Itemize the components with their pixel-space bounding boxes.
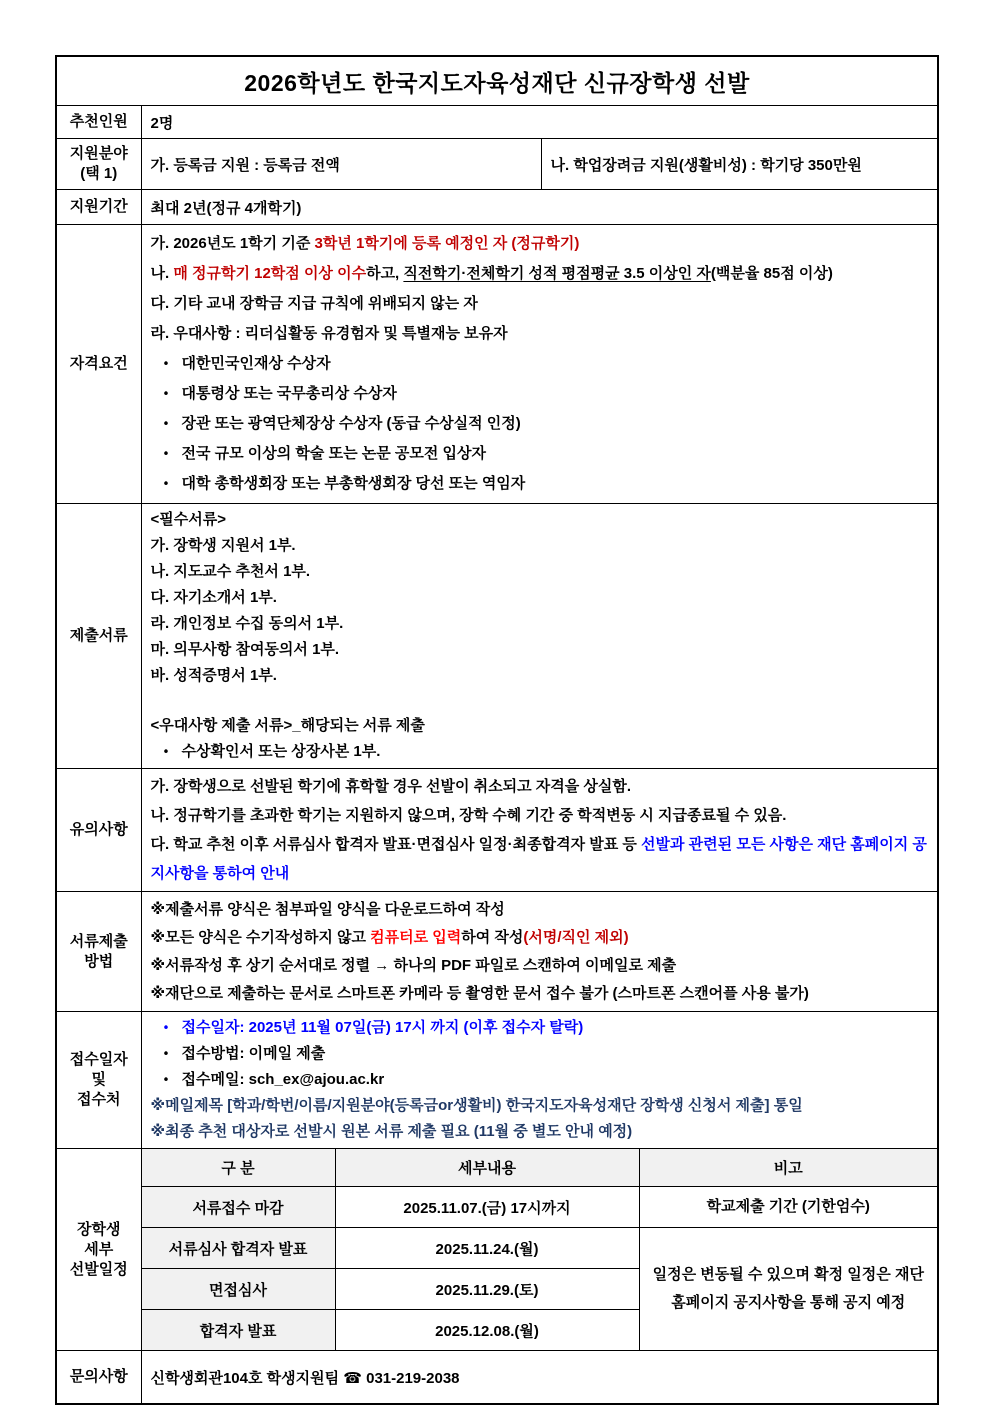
submission-label-line2: 방법 xyxy=(84,952,114,970)
schedule-merged-remark: 일정은 변동될 수 있으며 확정 일정은 재단 홈페이지 공지사항을 통해 공지 예정 xyxy=(639,1228,938,1351)
bullet-icon: • xyxy=(163,446,168,461)
reception-note2: ※최종 추천 대상자로 선발시 원본 서류 제출 필요 (11월 중 별도 안내 예정) xyxy=(150,1123,633,1140)
field-label-line1: 지원분야 xyxy=(69,145,128,162)
schedule-row-detail: 2025.12.08.(월) xyxy=(335,1310,639,1351)
submission-line1: ※제출서류 양식은 첨부파일 양식을 다운로드하여 작성 xyxy=(150,900,505,918)
scholarship-notice-table xyxy=(55,55,939,1405)
row-label-notes: 유의사항 xyxy=(56,769,141,892)
bullet-icon: • xyxy=(163,1020,168,1035)
documents-required-item: 가. 장학생 지원서 1부. xyxy=(150,537,296,554)
documents-required-item: 나. 지도교수 추천서 1부. xyxy=(150,563,311,580)
text-segment: ※모든 양식은 수기작성하지 않고 xyxy=(150,928,371,946)
red-highlight-text: 3학년 1학기에 등록 예정인 자 (정규학기) xyxy=(314,235,580,252)
schedule-row-category: 서류심사 합격자 발표 xyxy=(141,1228,335,1269)
qualification-line-ra: 라. 우대사항 : 리더십활동 유경험자 및 특별재능 보유자 xyxy=(150,325,508,342)
text-segment: 가. 2026년도 1학기 기준 xyxy=(150,235,315,252)
reception-method-line xyxy=(151,1041,929,1067)
qualification-bullet-item xyxy=(151,469,929,499)
documents-optional-title: <우대사항 제출 서류>_해당되는 서류 제출 xyxy=(150,717,425,734)
field-option-a: 가. 등록금 지원 : 등록금 전액 xyxy=(141,139,541,190)
bright-red-highlight-text: 컴퓨터로 입력 xyxy=(370,928,462,946)
bullet-text: 수상확인서 또는 상장사본 1부. xyxy=(181,743,381,760)
schedule-label-line3: 선발일정 xyxy=(69,1260,128,1278)
row-label-submission xyxy=(56,892,141,1012)
schedule-row-remark: 학교제출 기간 (기한엄수) xyxy=(639,1187,938,1228)
notes-content xyxy=(141,769,938,892)
submission-line4: ※재단으로 제출하는 문서로 스마트폰 카메라 등 촬영한 문서 접수 불가 (스마트폰 스캔어플 사용 불가) xyxy=(150,984,809,1002)
documents-required-title: <필수서류> xyxy=(150,511,226,528)
row-label-contact: 문의사항 xyxy=(56,1351,141,1405)
documents-required-item: 바. 성적증명서 1부. xyxy=(150,667,277,684)
text-segment: 나. xyxy=(150,265,174,282)
field-option-b: 나. 학업장려금 지원(생활비성) : 학기당 350만원 xyxy=(541,139,938,190)
row-label-recommend: 추천인원 xyxy=(56,106,141,139)
qualification-line-da: 다. 기타 교내 장학금 지급 규칙에 위배되지 않는 자 xyxy=(150,295,478,312)
submission-line2 xyxy=(151,924,929,952)
bullet-text: 전국 규모 이상의 학술 또는 논문 공모전 입상자 xyxy=(181,445,486,462)
red-highlight-text: 매 정규학기 12학점 이상 이수 xyxy=(173,265,367,282)
qualification-bullet-item xyxy=(151,379,929,409)
bullet-icon: • xyxy=(163,1072,168,1087)
schedule-row-category: 면접심사 xyxy=(141,1269,335,1310)
bullet-icon: • xyxy=(163,356,168,371)
reception-date-line xyxy=(151,1015,929,1041)
documents-required-item: 다. 자기소개서 1부. xyxy=(150,589,277,606)
red-highlight-text: (서명/직인 제외) xyxy=(523,928,629,946)
reception-label-line3: 접수처 xyxy=(77,1091,121,1108)
notes-line-da xyxy=(151,830,929,888)
contact-value: 신학생회관104호 학생지원팀 ☎ 031-219-2038 xyxy=(141,1351,938,1405)
page-title: 2026학년도 한국지도자육성재단 신규장학생 선발 xyxy=(56,56,938,106)
qualification-bullet-item xyxy=(151,409,929,439)
text-segment: 다. 학교 추천 이후 서류심사 합격자 발표·면접심사 일정·최종합격자 발표 등 xyxy=(150,836,642,853)
reception-email-line xyxy=(151,1067,929,1093)
bullet-text: 장관 또는 광역단체장상 수상자 (동급 수상실적 인정) xyxy=(181,415,521,432)
recommend-value: 2명 xyxy=(141,106,938,139)
row-label-reception xyxy=(56,1012,141,1149)
bullet-icon: • xyxy=(163,386,168,401)
bullet-text: 대한민국인재상 수상자 xyxy=(181,355,331,372)
row-label-qualification: 자격요건 xyxy=(56,225,141,504)
documents-optional-item xyxy=(151,739,929,765)
text-segment: (백분율 85점 이상) xyxy=(710,265,833,282)
reception-label-line2: 및 xyxy=(91,1071,106,1088)
schedule-row-detail: 2025.11.29.(토) xyxy=(335,1269,639,1310)
schedule-header-category: 구 분 xyxy=(141,1149,335,1187)
schedule-row-detail: 2025.11.07.(금) 17시까지 xyxy=(335,1187,639,1228)
notes-line-ga: 가. 장학생으로 선발된 학기에 휴학할 경우 선발이 취소되고 자격을 상실함. xyxy=(150,778,632,795)
submission-line3: ※서류작성 후 상기 순서대로 정렬 → 하나의 PDF 파일로 스캔하여 이메일로 제출 xyxy=(150,956,677,974)
bullet-text: 접수일자: 2025년 11월 07일(금) 17시 까지 (이후 접수자 탈락) xyxy=(181,1019,584,1036)
schedule-header-remark: 비고 xyxy=(639,1149,938,1187)
document-page xyxy=(55,55,937,1405)
underlined-text: 직전학기·전체학기 성적 평점평균 3.5 이상인 자 xyxy=(403,265,711,282)
bullet-icon: • xyxy=(163,416,168,431)
bullet-icon: • xyxy=(163,744,168,759)
reception-content xyxy=(141,1012,938,1149)
text-segment: 하고, xyxy=(366,265,404,282)
blank-line xyxy=(151,689,929,713)
schedule-row-category: 합격자 발표 xyxy=(141,1310,335,1351)
notes-line-na: 나. 정규학기를 초과한 학기는 지원하지 않으며, 장학 수혜 기간 중 학적변동 시 지급종료될 수 있음. xyxy=(150,807,787,824)
row-label-documents: 제출서류 xyxy=(56,504,141,769)
bullet-text: 대통령상 또는 국무총리상 수상자 xyxy=(181,385,397,402)
reception-note1: ※메일제목 [학과/학번/이름/지원분야(등록금or생활비) 한국지도자육성재단 장학생 신청서 제출] 통일 xyxy=(150,1097,803,1114)
schedule-row-detail: 2025.11.24.(월) xyxy=(335,1228,639,1269)
qualification-bullet-item xyxy=(151,439,929,469)
schedule-label-line2: 세부 xyxy=(84,1240,114,1258)
text-segment: 하여 작성 xyxy=(461,928,524,946)
bullet-text: 대학 총학생회장 또는 부총학생회장 당선 또는 역임자 xyxy=(181,475,526,492)
submission-content xyxy=(141,892,938,1012)
reception-label-line1: 접수일자 xyxy=(69,1051,128,1068)
bullet-icon: • xyxy=(163,1046,168,1061)
bullet-text: 접수방법: 이메일 제출 xyxy=(181,1045,326,1062)
row-label-schedule xyxy=(56,1149,141,1351)
qualification-bullet-item xyxy=(151,349,929,379)
documents-content xyxy=(141,504,938,769)
schedule-label-line1: 장학생 xyxy=(77,1220,121,1238)
period-value: 최대 2년(정규 4개학기) xyxy=(141,190,938,225)
documents-required-item: 마. 의무사항 참여동의서 1부. xyxy=(150,641,340,658)
schedule-header-detail: 세부내용 xyxy=(335,1149,639,1187)
qualification-line-na xyxy=(151,259,929,289)
row-label-field xyxy=(56,139,141,190)
qualification-line-ga xyxy=(151,229,929,259)
schedule-row-category: 서류접수 마감 xyxy=(141,1187,335,1228)
blue-highlight-text: 선발과 관련된 모든 사항은 재단 홈페이지 공지사항을 통하여 안내 xyxy=(150,836,927,882)
field-label-line2: (택 1) xyxy=(80,165,118,182)
qualification-content xyxy=(141,225,938,504)
bullet-icon: • xyxy=(163,476,168,491)
row-label-period: 지원기간 xyxy=(56,190,141,225)
documents-required-item: 라. 개인정보 수집 동의서 1부. xyxy=(150,615,344,632)
submission-label-line1: 서류제출 xyxy=(69,932,128,950)
bullet-text: 접수메일: sch_ex@ajou.ac.kr xyxy=(181,1071,385,1088)
